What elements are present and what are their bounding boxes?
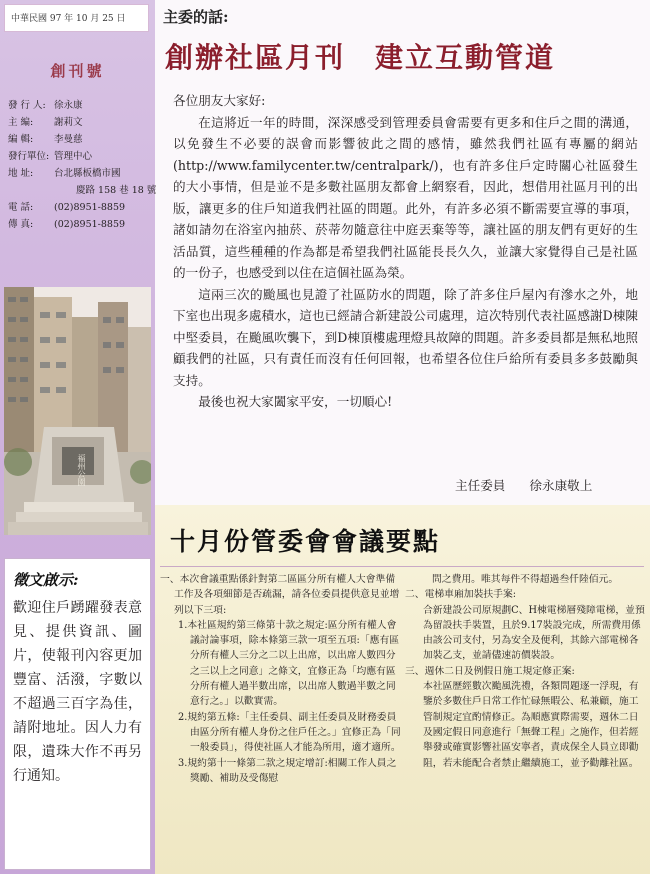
masthead-value: 管理中心 (54, 151, 93, 162)
masthead (8, 97, 157, 233)
minutes-item: 問之費用。唯其每件不得超過叁仟陸佰元。 (432, 574, 619, 585)
masthead-value: 慶路 158 巷 18 號 (76, 185, 157, 196)
call-for-submissions (4, 558, 151, 870)
masthead-value: (02)8951-8859 (54, 219, 126, 230)
masthead-row (8, 182, 157, 199)
minutes-item: 1.本社區規約第三條第十款之規定:區分所有權人會議討論事項，除本條第三款一項至五項:「應有區分所有權人三分之二以上出席，以出席人數四分之三以上之同意」之條文，宜修正為「均應有區分所有權人過半數出席，以出席人數過半數之同意行之。」以歡實需。 (178, 619, 400, 708)
section-kicker: 主委的話: (163, 8, 229, 26)
masthead-row (8, 114, 153, 131)
letter-signature (455, 475, 592, 494)
masthead-row (8, 216, 153, 233)
masthead-key: 傳 真: (8, 219, 34, 230)
minutes-item: 3.規約第十一條第二款之規定增訂:相關工作人員之獎勵、補助及受傷慰 (178, 757, 397, 784)
issue-title: 創刊號 (50, 62, 105, 80)
issue-date: 中華民國 97 年 10 月 25 日 (4, 4, 149, 32)
signer-name: 徐永康敬上 (529, 478, 593, 493)
callout-title: 徵文啟示: (13, 571, 79, 589)
headline-part-a: 創辦社區月刊 (165, 41, 346, 74)
letter-paragraph-1: 在這將近一年的時間，深深感受到管理委員會需要有更多和住戶之間的溝通，以免發生不必要的誤會而影響彼此之間的感情，雖然我們社區有專屬的網站(http://www.familycenter.tw/centralpark/)，也有許多住戶定時關心社區發生的大小事情，但是並不是多數社區朋友都會上網察看，因此，想借用社區月刊的出版，讓更多的住戶知道我們社區的問題。此外，有許多必須不斷需要宣導的事項，諸如請勿在浴室內抽菸、菸蒂勿隨意往中庭丟棄等等，讓社區的朋友們有更好的生活品質，這些種種的作為都是希望我們社區能長長久久，並讓大家覺得自己是社區的一份子，也感受到以住在這個社區為榮。 (173, 114, 638, 280)
minutes-divider (160, 566, 644, 567)
masthead-key: 編 輯: (8, 134, 34, 145)
letter-paragraph-3: 最後也祝大家闔家平安，一切順心! (198, 394, 393, 409)
masthead-row (8, 131, 153, 148)
letter-paragraph-2: 這兩三次的颱風也見證了社區防水的問題，除了許多住戶屋內有滲水之外，地下室也出現多處積水，這也已經請合新建設公司處理，這次特別代表社區感謝D棟陳中堅委員，在颱風吹襲下，到D棟頂樓處理燈具故障的問題。許多委員都是無私地照顧我們的社區，只有責任而沒有任何回報，也希望各位住戶給所有委員多多鼓勵與支持。 (173, 286, 638, 388)
building-photo (4, 287, 151, 535)
masthead-value: 台北縣板橋市國 (54, 168, 121, 179)
minutes-title: 十月份管委會會議要點 (170, 527, 441, 556)
masthead-row (8, 199, 153, 216)
masthead-value: 徐永康 (54, 100, 83, 111)
signer-role: 主任委員 (455, 478, 506, 493)
masthead-value: 李曼慈 (54, 134, 83, 145)
minutes-item: 二、電梯車廂加裝扶手案: (405, 589, 517, 601)
chairman-letter (173, 90, 638, 413)
masthead-row (8, 97, 153, 114)
masthead-value: (02)8951-8859 (54, 202, 126, 213)
masthead-key: 地 址: (8, 168, 34, 179)
letter-salutation: 各位朋友大家好: (173, 93, 266, 108)
masthead-row (8, 148, 153, 165)
minutes-column-2 (405, 572, 645, 771)
masthead-key: 電 話: (8, 202, 34, 213)
photo-sign: 福州公園 (77, 454, 86, 486)
minutes-item: 本社區歷經數次颱風洗禮，各類問題逐一浮現，有鑒於多數住戶日常工作忙碌無暇公、私兼顧，施工管制規定宜酌情修正。為順應實際需要，週休二日及國定假日同意進行「無聲工程」之施作，但若經舉發或確實影響社區安寧者，責成保全人員立即勸阻，若未能配合者禁止繼續施工，並予勸離社區。 (423, 681, 639, 769)
minutes-item: 合新建設公司原規劃C、H棟電梯層殘障電梯，並預為留設扶手裝置，且於9.17裝設完成，所需費用係由該公司支付，另為安全及便利，其餘六部電梯各加裝乙支，並請儘速訪價裝設。 (423, 604, 645, 662)
masthead-key: 發 行 人: (8, 100, 46, 111)
headline (165, 36, 555, 76)
callout-text: 歡迎住戶踴躍發表意見、提供資訊、圖片，使報刊內容更加豐富、活潑，字數以不超過三百字為佳，請附地址。因人力有限，遺珠大作不再另行通知。 (13, 600, 142, 784)
minutes-item: 一、本次會議重點係針對第二區區分所有權人大會準備工作及各項細節是否疏漏，請各位委員提供意見並增列以下三項: (160, 574, 400, 616)
masthead-key: 發行單位: (8, 151, 50, 162)
minutes-item: 三、週休二日及例假日施工規定修正案: (405, 665, 575, 677)
masthead-key: 主 編: (8, 117, 34, 128)
building-illustration (4, 287, 151, 535)
headline-part-b: 建立互動管道 (375, 41, 556, 74)
masthead-value: 謝莉文 (54, 117, 83, 128)
masthead-row (8, 165, 153, 182)
minutes-column-1 (160, 572, 403, 786)
minutes-item: 2.規約第五條:「主任委員、副主任委員及財務委員由區分所有權人身份之住戶任之。」宜修正為「同一般委員」，得使社區人才能為所用，適才適所。 (178, 711, 401, 754)
